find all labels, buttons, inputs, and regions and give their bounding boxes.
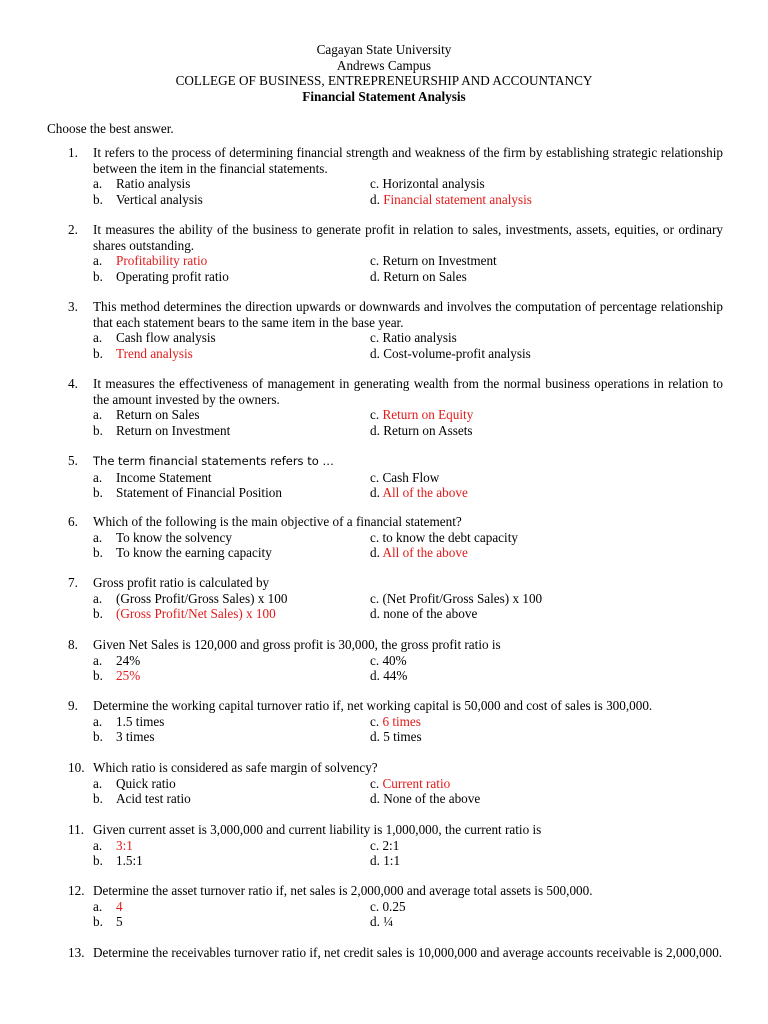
option-c bbox=[370, 776, 450, 792]
option-text: 1:1 bbox=[383, 853, 401, 869]
option-letter: b. bbox=[93, 268, 103, 284]
instructions: Choose the best answer. bbox=[47, 121, 174, 136]
option-a bbox=[93, 530, 232, 546]
option-b bbox=[93, 485, 282, 501]
question-1 bbox=[68, 145, 723, 207]
option-text: Return on Sales bbox=[383, 268, 467, 284]
option-text: Acid test ratio bbox=[116, 791, 191, 807]
option-text: (Gross Profit/Gross Sales) x 100 bbox=[116, 590, 288, 606]
option-a bbox=[93, 591, 287, 607]
document-title: Financial Statement Analysis bbox=[302, 88, 466, 104]
option-text: 5 times bbox=[383, 729, 422, 745]
correct-answer: 3:1 bbox=[116, 837, 133, 853]
question-text: This method determines the direction upwards or downwards and involves the computation of percentage relationship that each statement bears to the same item in the base year. bbox=[93, 299, 723, 330]
options bbox=[93, 714, 723, 745]
option-b bbox=[93, 606, 276, 622]
option-letter: a. bbox=[93, 529, 103, 545]
options bbox=[93, 470, 723, 501]
option-text: Cash flow analysis bbox=[116, 330, 216, 346]
option-text: Return on Assets bbox=[383, 422, 473, 438]
question-number: 3. bbox=[68, 299, 78, 314]
options bbox=[93, 838, 723, 869]
option-text: to know the debt capacity bbox=[382, 529, 518, 545]
correct-answer: 25% bbox=[116, 668, 141, 684]
question-10 bbox=[68, 760, 723, 807]
question-text: Determine the asset turnover ratio if, net sales is 2,000,000 and average total assets is 500,000. bbox=[93, 883, 593, 898]
question-text: It measures the ability of the business to generate profit in relation to sales, investments, assets, equities, or ordinary shares outstanding. bbox=[93, 222, 723, 253]
option-text: Statement of Financial Position bbox=[116, 485, 282, 501]
option-letter: b. bbox=[93, 345, 103, 361]
option-letter: b. bbox=[93, 853, 103, 869]
question-number: 11. bbox=[68, 822, 84, 837]
option-d bbox=[370, 545, 468, 561]
option-text: To know the earning capacity bbox=[116, 545, 272, 561]
option-text: 3 times bbox=[116, 729, 155, 745]
option-letter: a. bbox=[93, 407, 103, 423]
options bbox=[93, 407, 723, 438]
option-a bbox=[93, 253, 207, 269]
option-letter: b. bbox=[93, 422, 103, 438]
option-c bbox=[370, 714, 421, 730]
option-letter: d. bbox=[370, 545, 380, 561]
options bbox=[93, 530, 723, 561]
question-12 bbox=[68, 883, 723, 930]
option-b bbox=[93, 729, 154, 745]
option-letter: a. bbox=[93, 713, 103, 729]
option-text: 5 bbox=[116, 914, 123, 930]
question-text: The term financial statements refers to … bbox=[93, 454, 334, 468]
option-a bbox=[93, 899, 123, 915]
option-a bbox=[93, 776, 176, 792]
option-b bbox=[93, 346, 193, 362]
option-letter: c. bbox=[370, 469, 380, 485]
option-d bbox=[370, 192, 532, 208]
option-letter: d. bbox=[370, 668, 380, 684]
option-letter: b. bbox=[93, 191, 103, 207]
options bbox=[93, 253, 723, 284]
option-text: Return on Investment bbox=[382, 253, 497, 269]
question-text: Given Net Sales is 120,000 and gross profit is 30,000, the gross profit ratio is bbox=[93, 637, 501, 652]
correct-answer: 4 bbox=[116, 898, 123, 914]
question-3 bbox=[68, 299, 723, 361]
options bbox=[93, 653, 723, 684]
question-text: It measures the effectiveness of management in generating wealth from the normal business operations in relation to the amount invested by the owners. bbox=[93, 376, 723, 407]
option-b bbox=[93, 853, 143, 869]
option-letter: c. bbox=[370, 407, 380, 423]
question-text: It refers to the process of determining financial strength and weakness of the firm by establishing strategic relationship between the item in the financial statements. bbox=[93, 145, 723, 176]
option-letter: a. bbox=[93, 837, 103, 853]
option-d bbox=[370, 914, 393, 930]
option-text: Income Statement bbox=[116, 469, 212, 485]
correct-answer: Financial statement analysis bbox=[383, 191, 532, 207]
option-text: 0.25 bbox=[382, 898, 406, 914]
option-text: 40% bbox=[382, 652, 407, 668]
option-text: Ratio analysis bbox=[116, 176, 191, 192]
option-text: ¼ bbox=[383, 914, 394, 930]
option-b bbox=[93, 423, 230, 439]
option-text: Cost-volume-profit analysis bbox=[383, 345, 531, 361]
option-a bbox=[93, 653, 140, 669]
option-letter: d. bbox=[370, 422, 380, 438]
option-d bbox=[370, 668, 407, 684]
option-text: Return on Sales bbox=[116, 407, 200, 423]
option-text: None of the above bbox=[383, 791, 481, 807]
option-b bbox=[93, 269, 229, 285]
correct-answer: All of the above bbox=[382, 485, 468, 501]
question-text: Determine the working capital turnover ratio if, net working capital is 50,000 and cost of sales is 300,000. bbox=[93, 698, 653, 713]
option-text: (Net Profit/Gross Sales) x 100 bbox=[382, 590, 543, 606]
option-letter: a. bbox=[93, 469, 103, 485]
question-7 bbox=[68, 575, 723, 622]
options bbox=[93, 330, 723, 361]
question-number: 5. bbox=[68, 453, 78, 468]
option-c bbox=[370, 838, 399, 854]
option-letter: c. bbox=[370, 652, 380, 668]
option-text: none of the above bbox=[383, 606, 478, 622]
option-letter: a. bbox=[93, 330, 103, 346]
question-text: Gross profit ratio is calculated by bbox=[93, 575, 270, 590]
option-letter: a. bbox=[93, 176, 103, 192]
question-2 bbox=[68, 222, 723, 284]
option-letter: b. bbox=[93, 545, 103, 561]
question-text: Determine the receivables turnover ratio if, net credit sales is 10,000,000 and average accounts receivable is 2,000,000. bbox=[93, 945, 723, 960]
option-letter: b. bbox=[93, 668, 103, 684]
option-letter: c. bbox=[370, 837, 380, 853]
option-letter: c. bbox=[370, 898, 380, 914]
option-letter: d. bbox=[370, 485, 380, 501]
question-number: 7. bbox=[68, 575, 78, 590]
option-c bbox=[370, 253, 497, 269]
option-letter: d. bbox=[370, 729, 380, 745]
question-9 bbox=[68, 698, 723, 745]
option-c bbox=[370, 407, 473, 423]
option-b bbox=[93, 192, 203, 208]
option-text: 24% bbox=[116, 652, 141, 668]
option-d bbox=[370, 485, 468, 501]
question-number: 10. bbox=[68, 760, 85, 775]
option-text: 1.5:1 bbox=[116, 853, 143, 869]
question-number: 2. bbox=[68, 222, 78, 237]
option-letter: b. bbox=[93, 914, 103, 930]
option-text: Horizontal analysis bbox=[382, 176, 485, 192]
question-8 bbox=[68, 637, 723, 684]
option-d bbox=[370, 346, 531, 362]
option-a bbox=[93, 176, 190, 192]
option-letter: d. bbox=[370, 268, 380, 284]
option-letter: d. bbox=[370, 791, 380, 807]
option-d bbox=[370, 423, 473, 439]
option-letter: c. bbox=[370, 775, 380, 791]
option-letter: b. bbox=[93, 606, 103, 622]
option-text: Vertical analysis bbox=[116, 191, 203, 207]
question-number: 12. bbox=[68, 883, 85, 898]
question-number: 4. bbox=[68, 376, 78, 391]
option-c bbox=[370, 176, 485, 192]
option-text: Return on Investment bbox=[116, 422, 231, 438]
option-letter: a. bbox=[93, 652, 103, 668]
correct-answer: Current ratio bbox=[382, 775, 451, 791]
question-number: 1. bbox=[68, 145, 78, 160]
option-b bbox=[93, 791, 191, 807]
question-text: Which of the following is the main objective of a financial statement? bbox=[93, 514, 462, 529]
question-text: Given current asset is 3,000,000 and current liability is 1,000,000, the current ratio is bbox=[93, 822, 542, 837]
option-letter: d. bbox=[370, 606, 380, 622]
option-text: 1.5 times bbox=[116, 713, 165, 729]
option-d bbox=[370, 606, 477, 622]
option-letter: a. bbox=[93, 590, 103, 606]
option-d bbox=[370, 791, 480, 807]
correct-answer: (Gross Profit/Net Sales) x 100 bbox=[116, 606, 276, 622]
university-name: Cagayan State University bbox=[316, 42, 452, 57]
question-number: 9. bbox=[68, 698, 78, 713]
correct-answer: Profitability ratio bbox=[116, 253, 208, 269]
option-a bbox=[93, 407, 200, 423]
correct-answer: All of the above bbox=[382, 545, 468, 561]
option-letter: a. bbox=[93, 253, 103, 269]
option-letter: b. bbox=[93, 729, 103, 745]
options bbox=[93, 591, 723, 622]
options bbox=[93, 776, 723, 807]
option-a bbox=[93, 714, 164, 730]
question-number: 13. bbox=[68, 945, 85, 960]
option-d bbox=[370, 853, 400, 869]
option-letter: c. bbox=[370, 590, 380, 606]
question-4 bbox=[68, 376, 723, 438]
question-text-wrap bbox=[93, 453, 723, 470]
option-text: 2:1 bbox=[382, 837, 400, 853]
question-number: 6. bbox=[68, 514, 78, 529]
option-text: 44% bbox=[383, 668, 408, 684]
option-d bbox=[370, 269, 467, 285]
correct-answer: Trend analysis bbox=[116, 345, 193, 361]
option-letter: d. bbox=[370, 191, 380, 207]
option-text: Operating profit ratio bbox=[116, 268, 229, 284]
options bbox=[93, 899, 723, 930]
option-a bbox=[93, 470, 212, 486]
option-letter: d. bbox=[370, 345, 380, 361]
option-letter: c. bbox=[370, 253, 380, 269]
option-a bbox=[93, 330, 216, 346]
option-letter: a. bbox=[93, 775, 103, 791]
correct-answer: 6 times bbox=[382, 713, 421, 729]
option-b bbox=[93, 668, 140, 684]
option-d bbox=[370, 729, 422, 745]
question-11 bbox=[68, 822, 723, 869]
option-c bbox=[370, 330, 457, 346]
option-text: Quick ratio bbox=[116, 775, 176, 791]
college-name: COLLEGE OF BUSINESS, ENTREPRENEURSHIP AND ACCOUNTANCY bbox=[175, 73, 593, 89]
question-6 bbox=[68, 514, 723, 561]
option-c bbox=[370, 591, 542, 607]
option-text: Ratio analysis bbox=[382, 330, 457, 346]
campus-name: Andrews Campus bbox=[336, 57, 432, 73]
option-letter: c. bbox=[370, 713, 380, 729]
option-letter: c. bbox=[370, 330, 380, 346]
correct-answer: Return on Equity bbox=[382, 407, 474, 423]
option-c bbox=[370, 653, 407, 669]
document-header bbox=[0, 42, 768, 104]
question-5 bbox=[68, 453, 723, 501]
option-text: Cash Flow bbox=[382, 469, 440, 485]
question-number: 8. bbox=[68, 637, 78, 652]
option-c bbox=[370, 530, 518, 546]
option-letter: a. bbox=[93, 898, 103, 914]
question-text: Which ratio is considered as safe margin of solvency? bbox=[93, 760, 378, 775]
question-13 bbox=[68, 945, 723, 961]
option-c bbox=[370, 899, 406, 915]
option-b bbox=[93, 914, 123, 930]
option-text: To know the solvency bbox=[116, 529, 232, 545]
option-letter: b. bbox=[93, 791, 103, 807]
option-letter: c. bbox=[370, 529, 380, 545]
option-letter: d. bbox=[370, 914, 380, 930]
option-letter: d. bbox=[370, 853, 380, 869]
option-letter: b. bbox=[93, 485, 103, 501]
option-letter: c. bbox=[370, 176, 380, 192]
options bbox=[93, 176, 723, 207]
option-c bbox=[370, 470, 439, 486]
option-b bbox=[93, 545, 272, 561]
option-a bbox=[93, 838, 133, 854]
